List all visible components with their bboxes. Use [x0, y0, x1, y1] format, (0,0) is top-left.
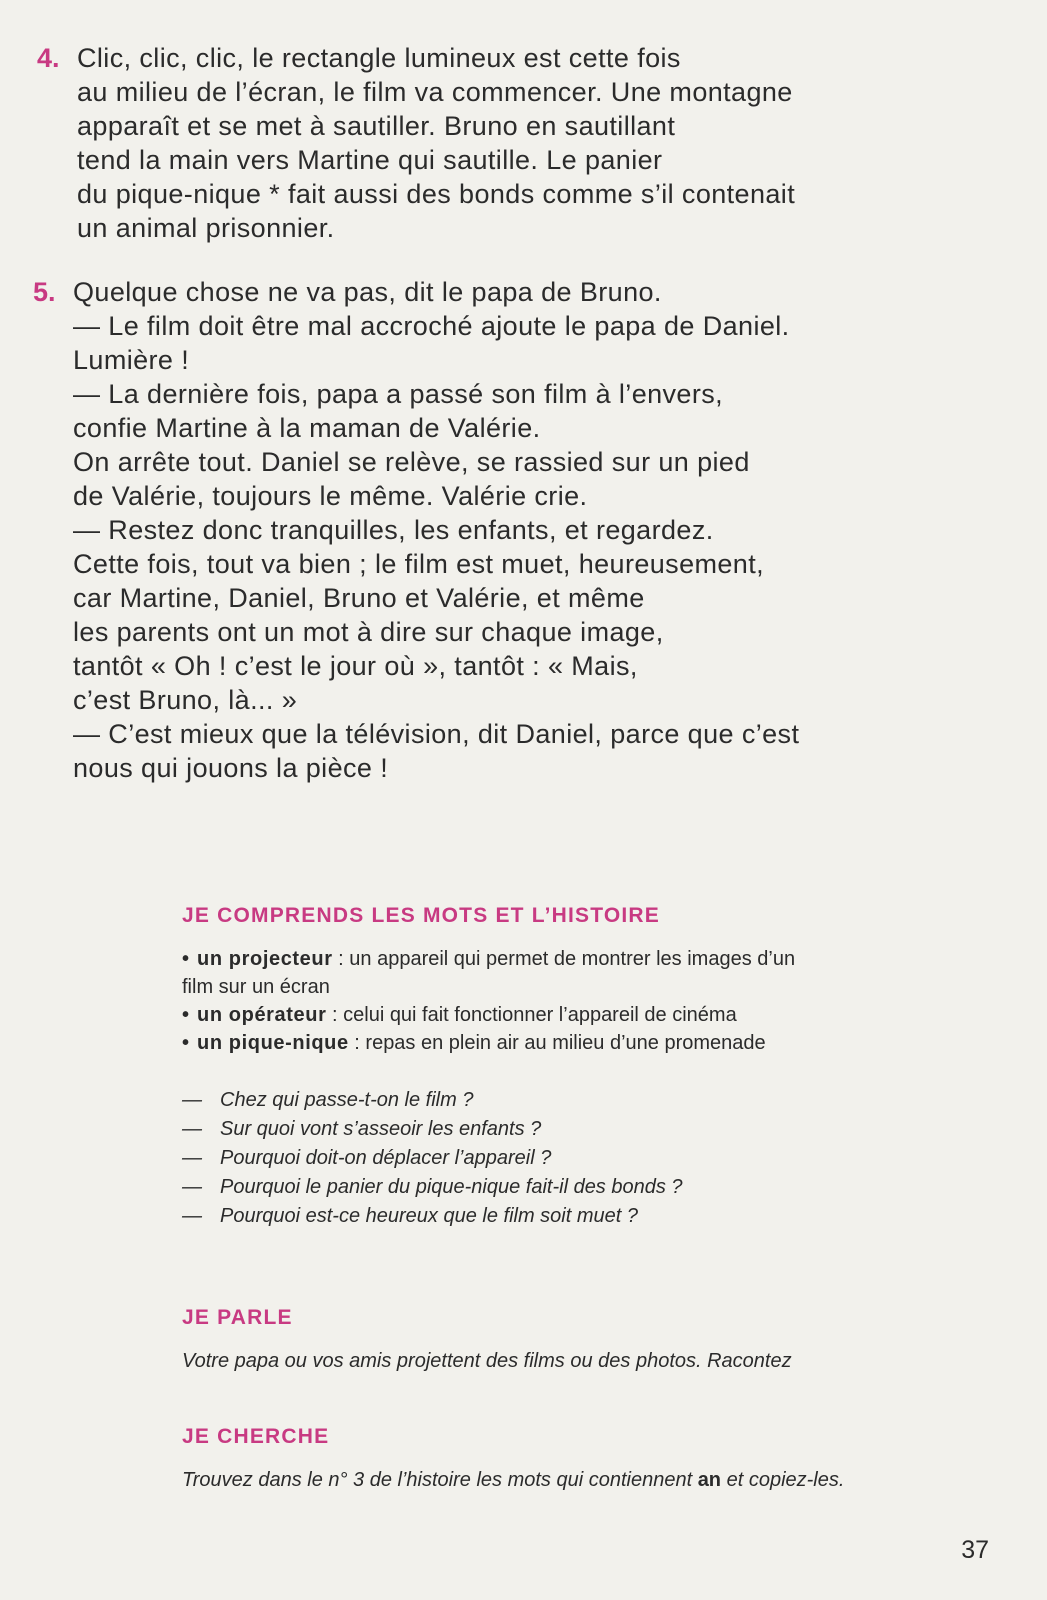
vocab-item: [182, 1029, 1012, 1057]
vocab-definition: : celui qui fait fonctionner l’appareil de cinéma: [326, 1004, 737, 1026]
question-item: — Pourquoi le panier du pique-nique fait-il des bonds ?: [182, 1176, 683, 1198]
cherche-section: [182, 1424, 1012, 1450]
story-paragraph-4: [37, 41, 1007, 245]
story-line: un animal prisonnier.: [77, 213, 335, 243]
vocab-term: un pique-nique: [197, 1032, 349, 1054]
vocab-definition: film sur un écran: [182, 976, 330, 998]
story-line: — La dernière fois, papa a passé son film à l’envers,: [73, 379, 724, 409]
vocab-definition: : repas en plein air au milieu d’une promenade: [348, 1032, 766, 1054]
bullet-icon: •: [182, 1032, 190, 1054]
story-line: — Restez donc tranquilles, les enfants, et regardez.: [73, 515, 714, 545]
parle-text: Votre papa ou vos amis projettent des films ou des photos. Racontez: [182, 1350, 792, 1372]
story-line: apparaît et se met à sautiller. Bruno en sautillant: [77, 111, 676, 141]
comprehension-questions: [182, 1086, 1012, 1231]
bullet-icon: •: [182, 948, 190, 970]
comprends-section: [182, 903, 1012, 929]
story-line: Cette fois, tout va bien ; le film est muet, heureusement,: [73, 549, 765, 579]
section-heading: JE PARLE: [182, 1306, 293, 1329]
story-line: les parents ont un mot à dire sur chaque image,: [73, 617, 664, 647]
question-item: — Pourquoi doit-on déplacer l’appareil ?: [182, 1147, 552, 1169]
story-line: Clic, clic, clic, le rectangle lumineux est cette fois: [77, 43, 681, 73]
question-item: — Chez qui passe-t-on le film ?: [182, 1089, 474, 1111]
vocab-item: [182, 945, 1012, 973]
story-line: On arrête tout. Daniel se relève, se rassied sur un pied: [73, 447, 750, 477]
page-number: 37: [961, 1536, 989, 1564]
story-line: du pique-nique * fait aussi des bonds comme s’il contenait: [77, 179, 796, 209]
story-line: Quelque chose ne va pas, dit le papa de Bruno.: [73, 277, 662, 307]
story-line: tantôt « Oh ! c’est le jour où », tantôt : « Mais,: [73, 651, 638, 681]
vocab-term: un opérateur: [197, 1004, 327, 1026]
story-paragraph-5: [33, 275, 1003, 785]
section-heading: JE CHERCHE: [182, 1425, 330, 1448]
section-heading: JE COMPRENDS LES MOTS ET L’HISTOIRE: [182, 904, 661, 927]
story-line: Lumière !: [73, 345, 190, 375]
story-line: c’est Bruno, là... »: [73, 685, 298, 715]
story-line: nous qui jouons la pièce !: [73, 753, 389, 783]
paragraph-number: 5.: [33, 277, 56, 307]
cherche-text: Trouvez dans le n° 3 de l’histoire les mots qui contiennent an et copiez-les.: [182, 1469, 845, 1491]
story-line: confie Martine à la maman de Valérie.: [73, 413, 541, 443]
bullet-icon: •: [182, 1004, 190, 1026]
story-line: au milieu de l’écran, le film va commencer. Une montagne: [77, 77, 793, 107]
vocabulary-list: [182, 945, 1012, 1057]
story-line: tend la main vers Martine qui sautille. Le panier: [77, 145, 663, 175]
highlighted-word: an: [697, 1469, 722, 1491]
story-line: de Valérie, toujours le même. Valérie crie.: [73, 481, 588, 511]
vocab-item-continued: [182, 973, 1012, 1001]
story-line: car Martine, Daniel, Bruno et Valérie, et même: [73, 583, 645, 613]
story-line: — Le film doit être mal accroché ajoute le papa de Daniel.: [73, 311, 790, 341]
question-item: — Sur quoi vont s’asseoir les enfants ?: [182, 1118, 542, 1140]
vocab-term: un projecteur: [197, 948, 333, 970]
parle-section: [182, 1305, 1012, 1331]
paragraph-number: 4.: [37, 43, 60, 73]
story-line: — C’est mieux que la télévision, dit Daniel, parce que c’est: [73, 719, 800, 749]
vocab-item: [182, 1001, 1012, 1029]
vocab-definition: : un appareil qui permet de montrer les images d’un: [332, 948, 796, 970]
question-item: — Pourquoi est-ce heureux que le film soit muet ?: [182, 1205, 638, 1227]
